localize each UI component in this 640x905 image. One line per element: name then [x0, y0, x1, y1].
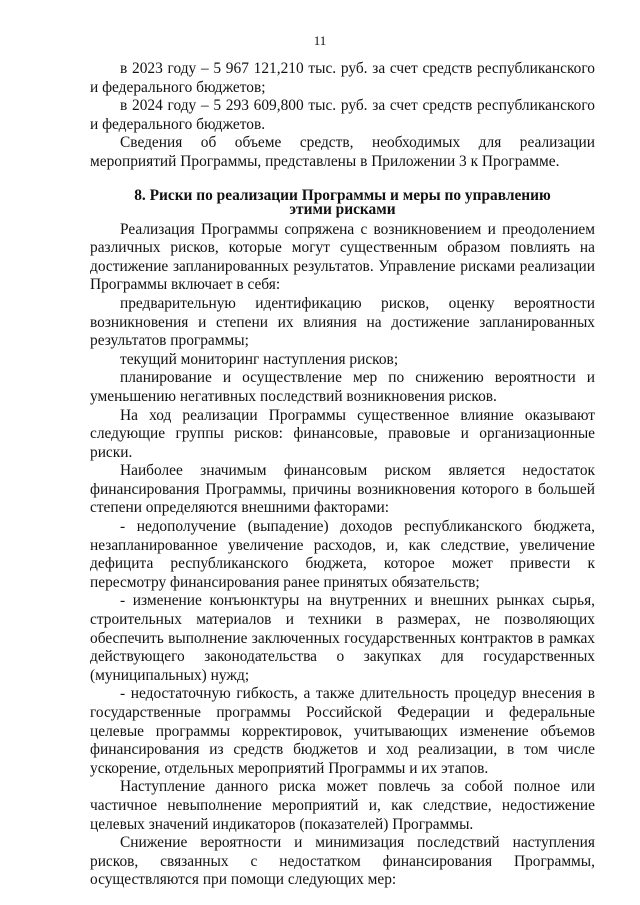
risk-paragraph: Снижение вероятности и минимизация последствий наступления рисков, связанных с недостатком финансирования Программы, осуществляются при помощи следующих мер: [90, 834, 595, 889]
page-body [90, 60, 595, 890]
risk-paragraph: На ход реализации Программы существенное влияние оказывают следующие группы рисков: финансовые, правовые и организационные риски. [90, 406, 595, 461]
risk-paragraph: Реализация Программы сопряжена с возникновением и преодолением различных рисков, которые могут существенным образом повлиять на достижение запланированных результатов. Управление рисками реализации Программы включает в себя: [90, 220, 595, 294]
risk-paragraph: Наступление данного риска может повлечь за собой полное или частичное невыполнение мероприятий и, как следствие, недостижение целевых значений индикаторов (показателей) Программы. [90, 778, 595, 833]
funding-appendix-paragraph: Сведения об объеме средств, необходимых для реализации мероприятий Программы, представлены в Приложении 3 к Программе. [90, 134, 595, 170]
funding-2024-paragraph: в 2024 году – 5 293 609,800 тыс. руб. за счет средств республиканского и федерального бюджетов. [90, 97, 595, 133]
risk-paragraph: предварительную идентификацию рисков, оценку вероятности возникновения и степени их влияния на достижение запланированных результатов программы; [90, 294, 595, 350]
funding-2023-paragraph: в 2023 году – 5 967 121,210 тыс. руб. за счет средств республиканского и федерального бюджетов; [90, 60, 595, 96]
section-heading: 8. Риски по реализации Программы и меры по управлению этими рисками [134, 186, 551, 218]
risk-paragraph: Наиболее значимым финансовым риском является недостаток финансирования Программы, причины возникновения которого в большей степени определяются внешними факторами: [90, 462, 595, 517]
risk-paragraph: планирование и осуществление мер по снижению вероятности и уменьшению негативных последствий возникновения рисков. [90, 369, 595, 405]
page-number: 11 [313, 33, 327, 48]
risk-paragraph: - изменение конъюнктуры на внутренних и внешних рынках сырья, строительных материалов и техники в размерах, не позволяющих обеспечить выполнение заключенных государственных контрактов в рамках действующего законодательства о закупках для государственных (муниципальных) нужд; [90, 592, 595, 684]
risk-paragraph: - недополучение (выпадение) доходов республиканского бюджета, незапланированное увеличение расходов, и, как следствие, увеличение дефицита республиканского бюджета, которое может привести к пересмотру финансирования ранее принятых обязательств; [90, 518, 595, 591]
risk-paragraph: - недостаточную гибкость, а также длительность процедур внесения в государственные программы Российской Федерации и федеральные целевые программы корректировок, учитывающих изменение объемов финансирования из средств бюджетов и ход реализации, в том числе ускорение, отдельных мероприятий Программы и их этапов. [90, 685, 595, 777]
risk-paragraph: текущий мониторинг наступления рисков; [120, 350, 399, 368]
